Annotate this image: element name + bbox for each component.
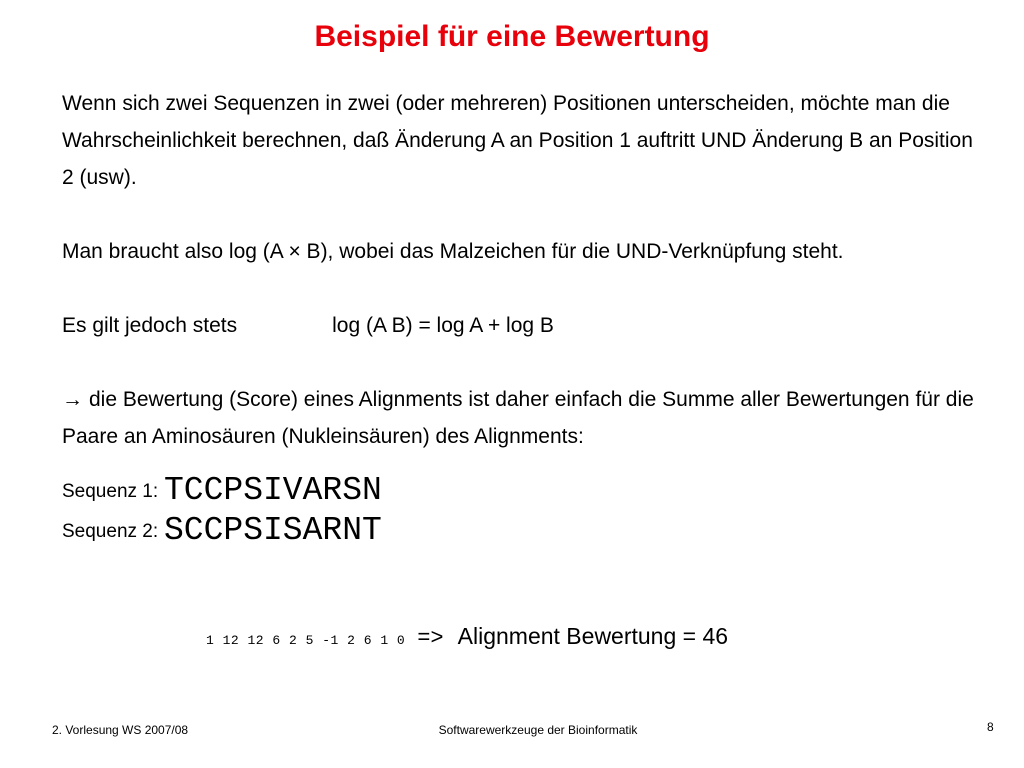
rule-line [62, 307, 982, 344]
page-number: 8 [987, 720, 994, 734]
conclusion-paragraph [62, 381, 982, 455]
sequence-row-2 [62, 511, 982, 551]
alignment-score-result: Alignment Bewertung = 46 [457, 623, 729, 649]
sequence-1-value: TCCPSIVARSN [163, 472, 382, 509]
slide-body [62, 85, 982, 551]
rule-formula: log (A B) = log A + log B [332, 314, 554, 337]
sequence-2-value: SCCPSISARNT [163, 512, 382, 549]
sequence-row-1 [62, 471, 982, 511]
conclusion-text: die Bewertung (Score) eines Alignments ist daher einfach die Summe aller Bewertungen für die Paare an Aminosäuren (Nukleinsäuren) des Alignments: [62, 388, 974, 448]
right-arrow-icon: → [62, 388, 83, 411]
paragraph-intro: Wenn sich zwei Sequenzen in zwei (oder mehreren) Positionen unterscheiden, möchte man die Wahrscheinlichkeit berechnen, daß Änderung A an Position 1 auftritt UND Änderung B an Position 2 (usw). [62, 92, 973, 189]
slide-title: Beispiel für eine Bewertung [314, 20, 710, 53]
rule-label: Es gilt jedoch stets [62, 314, 238, 337]
pair-scores: 1 12 12 6 2 5 -1 2 6 1 0 [206, 633, 406, 648]
sequence-2-label: Sequenz 2: [62, 521, 159, 542]
footer-course: Softwarewerkzeuge der Bioinformatik [438, 723, 638, 737]
score-line [206, 620, 728, 652]
sequence-1-label: Sequenz 1: [62, 481, 159, 502]
footer-lecture: 2. Vorlesung WS 2007/08 [52, 723, 189, 737]
paragraph-log-product: Man braucht also log (A × B), wobei das Malzeichen für die UND-Verknüpfung steht. [62, 240, 844, 263]
implies-symbol: => [417, 626, 444, 651]
